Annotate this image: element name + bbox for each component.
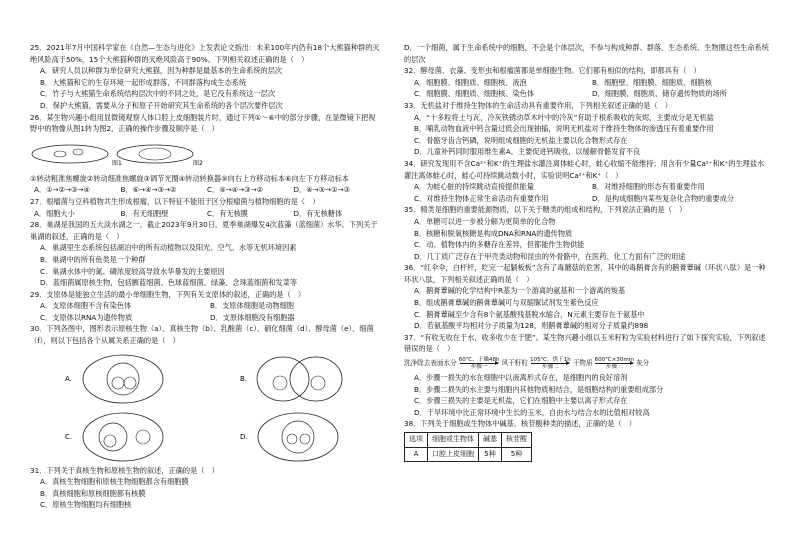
flow-mid-1: 风干籽粒 xyxy=(501,358,528,367)
table-cell: 5种 xyxy=(502,447,532,462)
flow-arrow-2-top: 105℃，烘干1h xyxy=(529,357,571,364)
q26-option-a: A．①→②→③→④ xyxy=(34,185,90,195)
q32-option-a: A．细胞膜、细胞质、细胞核、液泡 xyxy=(414,77,527,87)
q29-options xyxy=(40,300,380,323)
table-header-cell: 选项 xyxy=(405,433,428,448)
venn-row-1 xyxy=(30,349,380,407)
q37-option-c: C．步骤三损失的主要是无机盐，它们在细胞中主要以离子形式存在 xyxy=(414,396,628,406)
q28-option-b: B．巢湖中的所有鱼类是一个种群 xyxy=(40,254,146,264)
flow-arrow-3-bottom: 步骤三 xyxy=(605,364,623,371)
venn-d-diagram xyxy=(238,407,348,465)
flow-arrow-1-top: 60℃、干燥48h xyxy=(458,357,500,364)
q26-steps: ①转动粗准焦螺旋②转动细准焦螺旋③调节光圈④转动转换器⑤向右上方移动标本⑥向左下方移动标本 xyxy=(30,173,349,183)
question-36: 36．“红伞伞，白杆杆，吃完一起躺板板”含有了毒蘑菇的危害，其中的毒鹅膏含有的鹅膏蕈碱（环状八肽）是一种环状八肽，下列相关叙述正确的是（ ） xyxy=(404,263,766,284)
arrow-right-icon xyxy=(531,363,569,364)
q36-option-c: C．鹅膏蕈碱至少含有8个氨基酸残基脱水缩合，N元素主要存在于氨基中 xyxy=(414,309,645,319)
microscope-fields-figure xyxy=(30,139,203,169)
q32-options xyxy=(414,77,770,100)
flow-mid-2: 干物质 xyxy=(572,358,593,367)
q33-option-a: A．“十多粒将土与瓦，冷灰铁锈动草木叶中的冷灰”有助于根系吸收的灰烬，主要成分是无机盐 xyxy=(414,112,714,122)
microscope-figure xyxy=(30,137,380,171)
q34-options xyxy=(414,181,770,204)
q37-option-a: A．步骤一损失的水在细胞中以液离形式存在，是细胞内的良好溶剂 xyxy=(414,373,628,383)
q25-option-c: C．竹子与大熊猫生命系统结构层次中的不同之处，是它没有系统这一层次 xyxy=(40,89,276,99)
q28-option-d: D．蓝细菌属原核生物，包括颤蓝细菌、色球蓝细菌、绿藻、念珠蓝细菌和发菜等 xyxy=(40,278,298,288)
experiment-flow xyxy=(404,357,770,370)
q31-option-a: A．真核生物细胞和原核生物细胞都含有细胞膜 xyxy=(40,477,189,487)
left-column xyxy=(30,42,380,511)
table-row xyxy=(405,447,532,462)
table-header-row xyxy=(405,433,532,448)
venn-row-2 xyxy=(30,407,380,465)
q29-option-a: A．支原体细胞不含有染色体 xyxy=(40,301,132,311)
q35-option-b: B．核糖和脱氧核糖是构成DNA和RNA的遗传物质 xyxy=(414,228,573,238)
right-column xyxy=(404,42,770,462)
q34-option-b: B．对维持细胞的形态有着重要作用 xyxy=(592,182,705,192)
q34-option-c: C．对维持生物体正常生命活动有重要作用 xyxy=(414,193,549,203)
flow-arrow-1 xyxy=(459,357,500,370)
arrow-right-icon xyxy=(595,363,633,364)
question-26: 26．某生物兴趣小组用显微镜观察人体口腔上皮细胞装片时，通过下列①～⑥中的部分步骤，在显微镜下把视野中的物像从图1转为图2，正确的操作步骤及顺序是（ ） xyxy=(30,112,376,134)
q36-option-b: B．组成鹅膏蕈碱的鹅膏蕈碱可与双缩脲试剂发生紫色反应 xyxy=(414,298,599,308)
question-29: 29．支原体是能独立生活的最小单细胞生物，下列有关支原体的叙述，正确的是（ ） xyxy=(30,289,306,299)
q38-table xyxy=(404,432,532,462)
flow-start: 洗净除去表面水分 xyxy=(404,358,457,367)
question-30: 30．下列各图中，图形表示原核生物（a）、真核生物（b）、乳酸菌（c）、硝化细菌（d）、酵母菌（e）、细菌（f），则以下包括各个从属关系正确的是（ ） xyxy=(30,324,374,346)
q27-option-a: A．细胞大小 xyxy=(34,208,75,218)
table-cell: 5种 xyxy=(479,447,502,462)
q26-option-c: C．⑤→④→③→② xyxy=(207,185,264,195)
venn-c-label: C. xyxy=(64,432,72,441)
q34-option-a: A．为蛙心脏的持续跳动直接提供能量 xyxy=(414,182,534,192)
q35-option-a: A．单糖可以进一步被分解为更简单的化合物 xyxy=(414,216,556,226)
q26-option-b: B．⑥→④→③→② xyxy=(120,185,177,195)
venn-b-label: B. xyxy=(239,374,247,383)
q37-option-b: B．步骤二损失的水主要与细胞内其他物质相结合，是细胞结构的重要组成部分 xyxy=(414,384,664,394)
flow-arrow-2-bottom: 步骤二 xyxy=(542,364,559,371)
question-27: 27．根瘤菌与豆科植物共生形成根瘤，以下特征不能用于区分根瘤菌与植物细胞的是（ ） xyxy=(30,196,320,206)
q29-option-c: C．支原体以RNA为遗传物质 xyxy=(40,312,133,322)
q35-option-d: D．几丁质广泛存在于甲壳类动物和昆虫的外骨骼中，在医药、化工方面有广泛的用途 xyxy=(414,251,686,261)
table-cell: A xyxy=(405,447,428,462)
venn-a-label: A. xyxy=(64,374,72,383)
q36-option-d: D．若氨基酸平均相对分子质量为128，则鹅膏蕈碱的相对分子质量约898 xyxy=(414,321,649,331)
q34-option-d: D．是构成细胞内某些复杂化合物的重要成分 xyxy=(592,193,735,203)
table-header-cell: 细胞或生物体 xyxy=(428,433,479,448)
flow-end: 灰分 xyxy=(635,358,650,367)
q31-option-b: B．真核细胞和原核细胞都有核膜 xyxy=(40,488,146,498)
q29-option-d: D．支原体细胞没有细胞器 xyxy=(210,312,295,322)
q36-option-a: A．鹅膏蕈碱的化学结构中R基为一个游离的氨基和一个游离的羧基 xyxy=(414,286,626,296)
table-cell: 口腔上皮细胞 xyxy=(428,447,479,462)
flow-arrow-3 xyxy=(595,357,634,370)
venn-d-label: D. xyxy=(239,432,248,441)
question-31: 31．下列关于真核生物和原核生物的叙述，正确的是（ ） xyxy=(30,465,219,475)
q26-option-d: D．④→⑤→①→③ xyxy=(293,185,351,195)
q25-option-b: B．大熊猫和它的生存环境一起形成群落，不同群落构成生态系统 xyxy=(40,77,247,87)
q25-option-d: D．保护大熊猫，需要从分子和原子开始研究其生命系统的各个层次要件层次 xyxy=(40,100,283,110)
question-34: 34．研究发现用不含Ca²⁺和K⁺的生理盐水灌注离体蛙心时，蛙心收缩不能维持；用含有少量Ca²⁺和K⁺的生理盐水灌注离体蛙心时，蛙心可持续跳动数小时，实验说明Ca²⁺和K⁺（ ） xyxy=(404,158,765,180)
q27-option-b: B．有无细胞壁 xyxy=(120,208,169,218)
flow-arrow-3-top: 600℃×30min xyxy=(594,357,634,364)
q28-option-c: C．巢湖水体中的氮、磷浓度较高导致水华暴发的主要原因 xyxy=(40,266,225,276)
venn-b-diagram xyxy=(238,349,348,407)
fig1-label: 图1 xyxy=(112,159,122,167)
q33-option-c: C．骨骼牙齿含钙磷，说明组成细胞的无机盐主要以化合物形式存在 xyxy=(414,135,628,145)
q31-option-d-continued: D．一个细菌，属于生命系统中的细胞，不会是个体层次，不参与构成种群、群落、生态系统、生物圈这些生命系统的层次 xyxy=(404,43,769,64)
question-35: 35．精类是细胞的重要能源物质，以下关于糖类的组成和结构，下列说法正确的是（ ） xyxy=(404,205,687,215)
venn-a-diagram xyxy=(63,349,173,407)
arrow-right-icon xyxy=(460,363,498,364)
q37-option-d: D．干旱环境中比正常环境中生长的玉米，自由水与结合水的比值相对较高 xyxy=(414,407,650,417)
q27-options xyxy=(34,208,380,220)
q32-option-c: C．细胞膜、细胞质、细胞核、染色体 xyxy=(414,89,535,99)
q27-option-c: C．有无核膜 xyxy=(207,208,248,218)
q27-option-d: D．有无核糖体 xyxy=(293,208,343,218)
q26-options xyxy=(34,184,380,196)
flow-arrow-1-bottom: 步骤一 xyxy=(470,364,488,371)
table-header-cell: 核苷酸 xyxy=(502,433,532,448)
q28-option-a: A．巢湖里生态系统包括湖泊中的所有动植物以及阳光、空气、水等无机环境因素 xyxy=(40,243,297,253)
question-33: 33．无机盐对于维持生物体的生命活动具有重要作用，下列相关叙述正确的是（ ） xyxy=(404,100,672,110)
q29-option-b: B．支原体细胞是动物细胞 xyxy=(210,301,294,311)
q32-option-d: D．细胞膜、细胞质、储存遗传物质的场所 xyxy=(592,89,727,99)
q25-option-a: A．研究人员以种群为单位研究大熊猫，因为种群是最基本的生命系统的层次 xyxy=(40,66,283,76)
question-28: 28．巢湖是我国的五大淡水湖之一，截止2023年9月30日，夏季巢湖爆发4次蓝藻（蓝细菌）水华。下列关于巢湖的叙述，正确的是（ ） xyxy=(30,220,378,241)
q35-option-c: C．动、植物体内的多糖存在差异，但都能作生物供能 xyxy=(414,240,585,250)
question-38: 38．下列关于细胞或生物体中碱基、核苷酸种类的描述，正确的是（ ） xyxy=(404,419,636,429)
q33-option-b: B．哺乳动物血液中钙含量过低会出现抽搐，说明无机盐对于维持生物体的渗透压有着重要作用 xyxy=(414,124,714,134)
table-header-cell: 碱基 xyxy=(479,433,502,448)
question-32: 32．酵母菌、衣藻、变形虫和根瘤菌都是单细胞生物。它们都有相似的结构，即都具有（ ） xyxy=(404,66,701,76)
q33-option-d: D．儿童补钙同时服用维生素A，主要促进钙吸收，以缓解骨骼发育不良 xyxy=(414,147,641,157)
venn-c-diagram xyxy=(63,407,173,465)
q31-option-c: C．原核生物细胞均有细胞核 xyxy=(40,500,132,510)
question-37: 37．“有收无收在于水，收多收少在于肥”。某生物兴趣小组以玉米籽粒为实验材料进行了如下探究实验，下列叙述错误的是（ ） xyxy=(404,332,766,354)
flow-arrow-2 xyxy=(530,357,571,370)
q32-option-b: B．细胞壁、细胞膜、细胞质、细胞核 xyxy=(592,77,712,87)
fig2-label: 图2 xyxy=(193,159,203,167)
question-25: 25．2021年7月中国科学家在《自然—生态与进化》上发表论文指出：未来100年内仍有18个大熊猫种群的灭绝风险高于50%，15个大熊猫种群的灭绝风险高于90%。下列相关叙述正确的是（ ） xyxy=(30,43,380,64)
